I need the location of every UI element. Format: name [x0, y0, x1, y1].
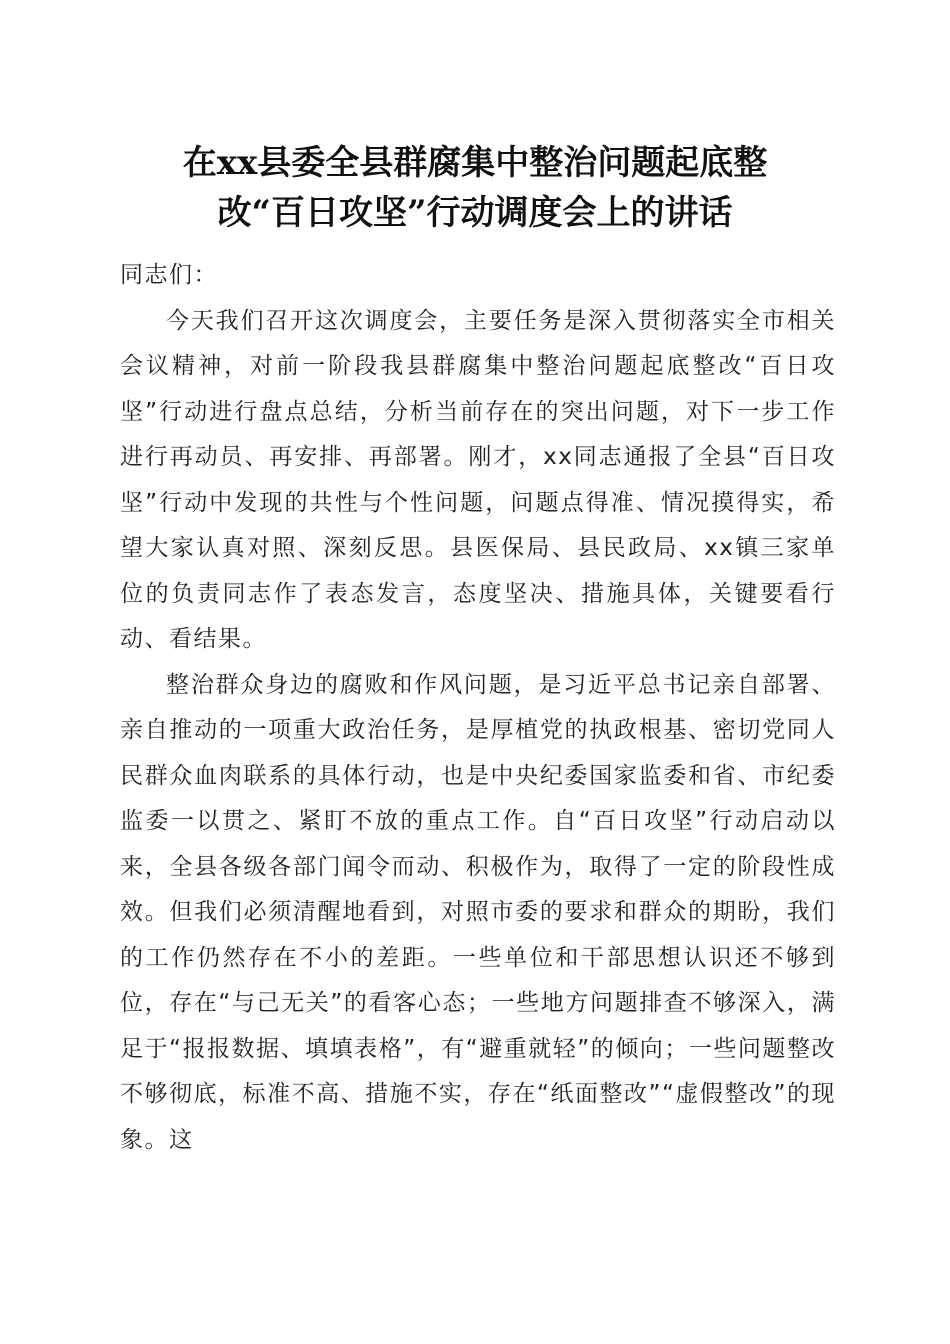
paragraph-2: 整治群众身边的腐败和作风问题，是习近平总书记亲自部署、亲自推动的一项重大政治任务，是厚植党的执政根基、密切党同人民群众血肉联系的具体行动，也是中央纪委国家监委和省、市纪委监委一以贯之、紧盯不放的重点工作。自“百日攻坚”行动启动以来，全县各级各部门闻令而动、积极作为，取得了一定的阶段性成效。但我们必须清醒地看到，对照市委的要求和群众的期盼，我们的工作仍然存在不小的差距。一些单位和干部思想认识还不够到位，存在“与己无关”的看客心态；一些地方问题排查不够深入，满足于“报报数据、填填表格”，有“避重就轻”的倾向；一些问题整改不够彻底，标准不高、措施不实，存在“纸面整改”“虚假整改”的现象。这	[120, 671, 836, 1153]
salutation: 同志们：	[120, 262, 218, 288]
document-body	[120, 253, 836, 1163]
document-title	[100, 138, 850, 238]
title-line-1: 在xx县委全县群腐集中整治问题起底整	[182, 143, 768, 183]
title-line-2: 改“百日攻坚”行动调度会上的讲话	[217, 193, 733, 233]
paragraph-1: 今天我们召开这次调度会，主要任务是深入贯彻落实全市相关会议精神，对前一阶段我县群腐集中整治问题起底整改“百日攻坚”行动进行盘点总结，分析当前存在的突出问题，对下一步工作进行再动员、再安排、再部署。刚才，xx同志通报了全县“百日攻坚”行动中发现的共性与个性问题，问题点得准、情况摸得实，希望大家认真对照、深刻反思。县医保局、县民政局、xx镇三家单位的负责同志作了表态发言，态度坚决、措施具体，关键要看行动、看结果。	[120, 307, 836, 652]
